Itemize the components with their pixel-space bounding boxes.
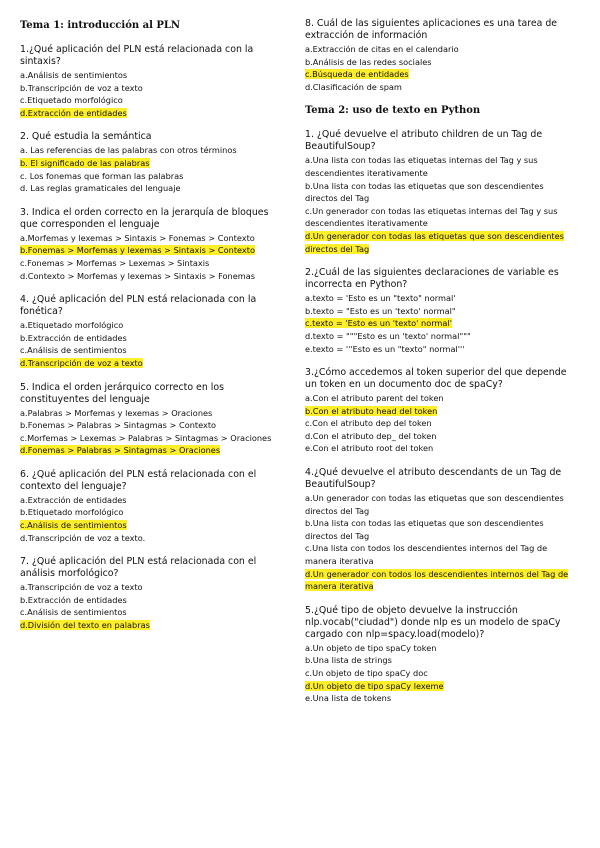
answer-option — [305, 43, 574, 56]
answer-text: b.texto = "Esto es un 'texto' normal" — [305, 305, 456, 316]
answer-option — [20, 319, 289, 332]
answer-options — [305, 642, 574, 705]
highlighted-answer-text: b. El significado de las palabras — [20, 157, 150, 168]
answer-option — [20, 82, 289, 95]
correct-answer-option — [20, 519, 289, 532]
question-block — [305, 467, 574, 593]
correct-answer-option — [20, 357, 289, 370]
answer-text: d.Transcripción de voz a texto. — [20, 532, 146, 543]
answer-option — [305, 154, 574, 179]
answer-options — [20, 494, 289, 544]
answer-option — [20, 594, 289, 607]
answer-option — [305, 343, 574, 356]
question-block — [305, 129, 574, 255]
answer-option — [305, 392, 574, 405]
answer-option — [20, 270, 289, 283]
highlighted-answer-text: d.Un objeto de tipo spaCy lexeme — [305, 680, 444, 691]
answer-text: c. Los fonemas que forman las palabras — [20, 170, 184, 181]
answer-option — [20, 606, 289, 619]
question-text: 2. Qué estudia la semántica — [20, 131, 152, 143]
question-block — [20, 382, 289, 457]
answer-option — [305, 81, 574, 94]
highlighted-answer-text: c.Análisis de sentimientos — [20, 520, 127, 531]
question-text: 3.¿Cómo accedemos al token superior del que depende un token en un documento doc de spaCy? — [305, 367, 567, 391]
question-text: 6. ¿Qué aplicación del PLN está relacionada con el contexto del lenguaje? — [20, 468, 257, 492]
question-block — [20, 207, 289, 282]
answer-option — [305, 417, 574, 430]
answer-option — [20, 494, 289, 507]
question-block — [20, 44, 289, 119]
section-title: Tema 1: introducción al PLN — [20, 20, 181, 31]
answer-option — [20, 170, 289, 183]
correct-answer-option — [305, 680, 574, 693]
answer-text: b.Una lista con todas las etiquetas que son descendientes directos del Tag — [305, 180, 544, 204]
answer-option — [20, 419, 289, 432]
correct-answer-option — [20, 619, 289, 632]
question-text: 4. ¿Qué aplicación del PLN está relacionada con la fonética? — [20, 294, 257, 318]
answer-option — [305, 692, 574, 705]
answer-option — [305, 442, 574, 455]
answer-text: a.texto = 'Esto es un "texto" normal' — [305, 293, 456, 304]
answer-option — [20, 506, 289, 519]
highlighted-answer-text: d.Fonemas > Palabras > Sintagmas > Oraciones — [20, 445, 221, 456]
answer-option — [305, 330, 574, 343]
answer-text: d.Con el atributo dep_ del token — [305, 430, 437, 441]
answer-text: a.Con el atributo parent del token — [305, 393, 444, 404]
highlighted-answer-text: b.Fonemas > Morfemas y lexemas > Sintaxis > Contexto — [20, 245, 255, 256]
correct-answer-option — [305, 230, 574, 255]
answer-text: b.Extracción de entidades — [20, 594, 127, 605]
answer-text: a.Una lista con todas las etiquetas internas del Tag y sus descendientes iterativamente — [305, 155, 538, 178]
correct-answer-option — [20, 444, 289, 457]
correct-answer-option — [20, 157, 289, 170]
highlighted-answer-text: c.texto = 'Esto es un 'texto' normal' — [305, 318, 452, 329]
answer-option — [20, 432, 289, 445]
answer-options — [305, 154, 574, 255]
correct-answer-option — [20, 107, 289, 120]
question-block — [305, 267, 574, 355]
question-text: 7. ¿Qué aplicación del PLN está relacionada con el análisis morfológico? — [20, 556, 257, 580]
question-block — [20, 131, 289, 194]
answer-text: a.Un generador con todas las etiquetas que son descendientes directos del Tag — [305, 493, 564, 516]
answer-option — [20, 144, 289, 157]
answer-text: e.Con el atributo root del token — [305, 443, 434, 454]
answer-text: a.Morfemas y lexemas > Sintaxis > Fonemas > Contexto — [20, 232, 255, 243]
answer-text: b.Extracción de entidades — [20, 332, 127, 343]
highlighted-answer-text: d.Extracción de entidades — [20, 107, 127, 118]
answer-text: a.Extracción de entidades — [20, 494, 127, 505]
answer-text: b.Fonemas > Palabras > Sintagmas > Contexto — [20, 420, 217, 431]
question-text: 5. Indica el orden jerárquico correcto en los constituyentes del lenguaje — [20, 381, 224, 405]
answer-options — [305, 292, 574, 355]
answer-text: c.Análisis de sentimientos — [20, 607, 127, 618]
answer-text: c.Análisis de sentimientos — [20, 345, 127, 356]
answer-text: a.Análisis de sentimientos — [20, 70, 128, 80]
question-text: 5.¿Qué tipo de objeto devuelve la instrucción nlp.vocab("ciudad") donde nlp es un modelo de spaCy cargado con nlp=spacy.load(modelo)? — [305, 604, 561, 640]
answer-option — [305, 654, 574, 667]
highlighted-answer-text: b.Con el atributo head del token — [305, 405, 438, 416]
answer-option — [20, 332, 289, 345]
answer-text: b.Una lista de strings — [305, 655, 392, 666]
answer-options — [20, 581, 289, 631]
question-block — [20, 469, 289, 544]
answer-text: c.Fonemas > Morfemas > Lexemas > Sintaxis — [20, 257, 210, 268]
answer-option — [305, 642, 574, 655]
answer-options — [305, 492, 574, 593]
highlighted-answer-text: d.División del texto en palabras — [20, 620, 150, 631]
question-text: 1. ¿Qué devuelve el atributo children de un Tag de BeautifulSoup? — [305, 129, 543, 153]
highlighted-answer-text: d.Un generador con todas las etiquetas que son descendientes directos del Tag — [305, 230, 564, 254]
answer-options — [20, 144, 289, 194]
answer-text: b.Etiquetado morfológico — [20, 507, 124, 518]
question-text: 4.¿Qué devuelve el atributo descendants de un Tag de BeautifulSoup? — [305, 467, 562, 491]
answer-text: a.Un objeto de tipo spaCy token — [305, 642, 437, 653]
answer-option — [305, 667, 574, 680]
answer-option — [305, 56, 574, 69]
answer-option — [305, 305, 574, 318]
question-block — [20, 294, 289, 369]
right-column — [305, 18, 574, 848]
answer-option — [305, 542, 574, 567]
answer-text: c.Con el atributo dep del token — [305, 418, 432, 429]
answer-options — [20, 69, 289, 119]
correct-answer-option — [305, 405, 574, 418]
answer-text: d.Contexto > Morfemas y lexemas > Sintaxis > Fonemas — [20, 270, 255, 281]
answer-options — [20, 319, 289, 369]
answer-text: c.Etiquetado morfológico — [20, 95, 123, 106]
answer-text: b.Análisis de las redes sociales — [305, 56, 432, 67]
question-text: 1.¿Qué aplicación del PLN está relacionada con la sintaxis? — [20, 44, 254, 67]
highlighted-answer-text: d.Un generador con todos los descendientes internos del Tag de manera iterativa — [305, 568, 569, 592]
answer-option — [20, 532, 289, 545]
answer-options — [20, 232, 289, 282]
left-column — [20, 18, 289, 848]
answer-text: d.Clasificación de spam — [305, 81, 402, 92]
answer-option — [20, 182, 289, 195]
answer-text: e.texto = '''Esto es un "texto" normal''' — [305, 343, 465, 354]
answer-option — [305, 205, 574, 230]
answer-option — [20, 69, 289, 82]
correct-answer-option — [305, 568, 574, 593]
question-block — [305, 605, 574, 705]
answer-text: e.Una lista de tokens — [305, 693, 392, 704]
question-block — [305, 367, 574, 455]
answer-options — [20, 407, 289, 457]
question-text: 3. Indica el orden correcto en la jerarquía de bloques que corresponden el lenguaje — [20, 206, 269, 230]
answer-option — [305, 430, 574, 443]
answer-option — [20, 344, 289, 357]
answer-text: a.Extracción de citas en el calendario — [305, 44, 459, 54]
question-text: 2.¿Cuál de las siguientes declaraciones de variable es incorrecta en Python? — [305, 267, 559, 291]
highlighted-answer-text: d.Transcripción de voz a texto — [20, 357, 143, 368]
answer-text: a.Palabras > Morfemas y lexemas > Oraciones — [20, 407, 213, 418]
answer-options — [305, 43, 574, 93]
answer-text: b.Una lista con todas las etiquetas que son descendientes directos del Tag — [305, 518, 544, 541]
correct-answer-option — [305, 317, 574, 330]
answer-text: d.texto = """Esto es un 'texto' normal""" — [305, 330, 471, 341]
answer-option — [305, 180, 574, 205]
answer-option — [20, 232, 289, 245]
question-text: 8. Cuál de las siguientes aplicaciones es una tarea de extracción de información — [305, 18, 558, 41]
answer-text: a.Transcripción de voz a texto — [20, 582, 143, 593]
question-block — [20, 556, 289, 631]
answer-option — [20, 257, 289, 270]
answer-option — [20, 407, 289, 420]
answer-option — [20, 581, 289, 594]
answer-text: a. Las referencias de las palabras con otros términos — [20, 145, 237, 156]
answer-text: a.Etiquetado morfológico — [20, 320, 124, 331]
answer-option — [20, 94, 289, 107]
answer-options — [305, 392, 574, 455]
correct-answer-option — [305, 68, 574, 81]
answer-text: c.Una lista con todos los descendientes internos del Tag de manera iterativa — [305, 543, 548, 567]
correct-answer-option — [20, 244, 289, 257]
question-block — [305, 18, 574, 93]
section-title: Tema 2: uso de texto en Python — [305, 105, 481, 117]
highlighted-answer-text: c.Búsqueda de entidades — [305, 69, 409, 80]
answer-option — [305, 492, 574, 517]
answer-text: d. Las reglas gramaticales del lenguaje — [20, 183, 181, 194]
answer-text: c.Morfemas > Lexemas > Palabras > Sintagmas > Oraciones — [20, 432, 272, 443]
answer-text: b.Transcripción de voz a texto — [20, 82, 143, 93]
answer-text: c.Un objeto de tipo spaCy doc — [305, 668, 428, 678]
answer-text: c.Un generador con todas las etiquetas internas del Tag y sus descendientes iterativamente — [305, 205, 558, 229]
answer-option — [305, 292, 574, 305]
answer-option — [305, 517, 574, 542]
